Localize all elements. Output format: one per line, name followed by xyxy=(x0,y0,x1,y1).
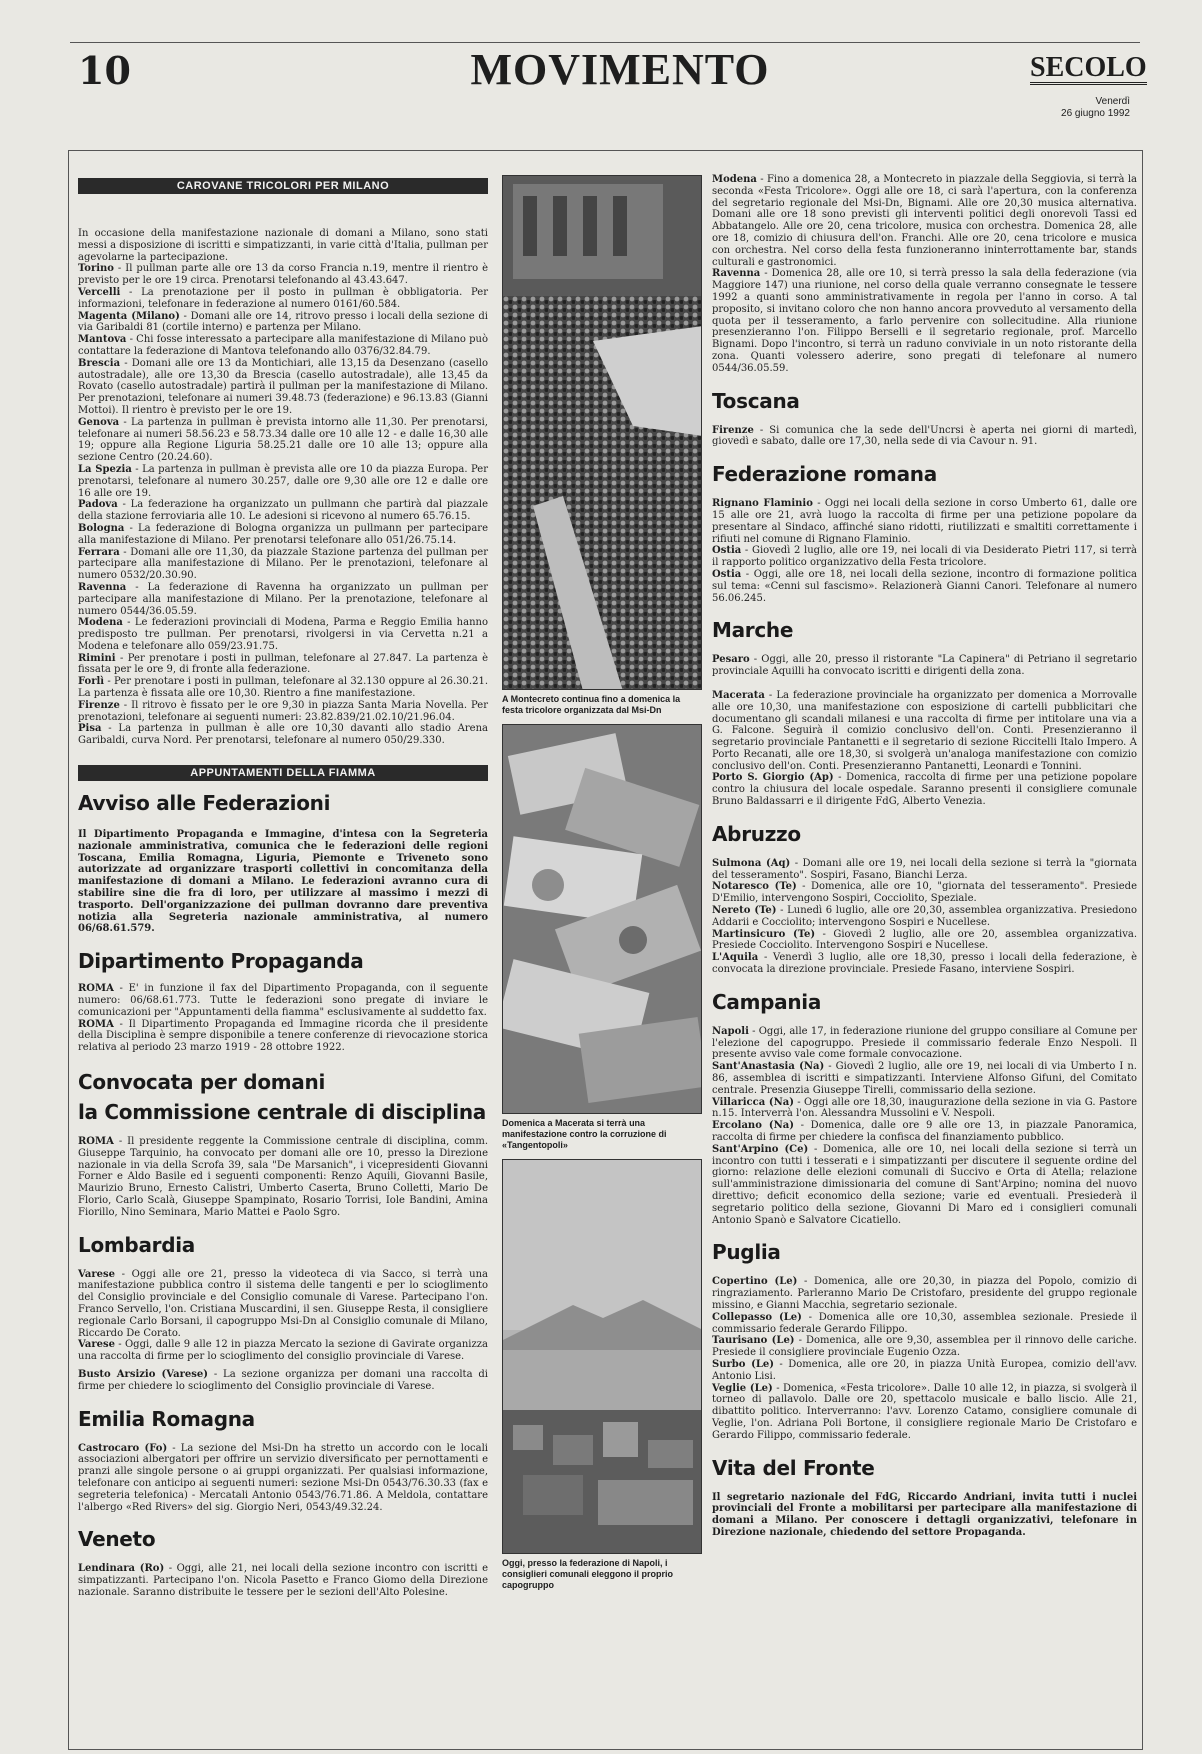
carovane-list xyxy=(78,263,488,747)
item-place: Vercelli xyxy=(78,286,121,298)
item-text: - Oggi nei locali della sezione in corso Umberto 61, dalle ore 15 alle ore 21, avrà luogo la raccolta di firme per una petizione popolare da presentare al Sindaco, affinché siano ridotti, riutilizzati e smaltiti correttamente i rifiuti nel comune di Rignano Flaminio. xyxy=(712,498,1137,545)
carovana-item xyxy=(78,287,488,311)
heading-dipartimento: Dipartimento Propaganda xyxy=(78,949,364,974)
heading-puglia: Puglia xyxy=(712,1240,781,1265)
item-place: Pesaro xyxy=(712,654,750,666)
heading-marche: Marche xyxy=(712,618,794,643)
lombardia-item xyxy=(78,1339,488,1363)
photo-crowd xyxy=(502,175,702,690)
item-place: Ostia xyxy=(712,568,742,580)
item-place: Napoli xyxy=(712,1025,749,1037)
abruzzo-item xyxy=(712,905,1137,929)
item-text: - Domenica, dalle ore 9 alle ore 13, in piazzale Panoramica, raccolta di firme per chiedere la confisca del finanziamento pubblico. xyxy=(712,1120,1137,1144)
item-text: - Il ritrovo è fissato per le ore 9,30 in piazza Santa Maria Novella. Per prenotazioni, telefonare ai seguenti numeri: 23.82.839/21.02.10/21.96.04. xyxy=(78,699,488,723)
vita-body: Il segretario nazionale del FdG, Riccardo Andriani, invita tutti i nuclei provinciali del Fronte a mobilitarsi per partecipare alla manifestazione di domani a Milano. Per conoscere i dettagli organizzativi, telefonare in Direzione nazionale, chiedendo del settore Propaganda. xyxy=(712,1491,1137,1538)
heading-convocata-2: la Commissione centrale di disciplina xyxy=(78,1100,486,1125)
crowd-image xyxy=(503,176,702,690)
dipartimento-item xyxy=(78,983,488,1018)
carovana-item xyxy=(78,582,488,617)
heading-avviso: Avviso alle Federazioni xyxy=(78,791,331,816)
ravenna-item xyxy=(712,268,1137,374)
carovana-item xyxy=(78,311,488,335)
item-place: Busto Arsizio (Varese) xyxy=(78,1368,208,1380)
item-text: - Giovedì 2 luglio, alle ore 20, assemblea organizzativa. Presiede Cocciolito. Intervengono Sospiri e Nucellese. xyxy=(712,928,1138,952)
item-text: - Domani alle ore 13 da Montichiari, alle 13,15 da Desenzano (casello autostradale), alle ore 13,30 da Brescia (casello autostradale), alle 13,45 da Rovato (casello autostradale) partirà il pullman per la manifestazione di Milano. Per prenotazioni, telefonare ai numeri 39.48.73 (federazione) e 96.13.83 (Gianni Mottoi). Il rientro è previsto per le ore 19. xyxy=(78,357,488,416)
romana-item xyxy=(712,545,1137,569)
item-text: - Il Dipartimento Propaganda ed Immagine ricorda che il presidente della Disciplina è sempre disponibile a tenere conferenze di rievocazione storica relativa al periodo 23 marzo 1919 - 28 ottobre 1922. xyxy=(78,1018,488,1054)
right-column xyxy=(712,174,1137,1539)
item-place: Sant'Anastasia (Na) xyxy=(712,1061,825,1073)
dateline-day: Venerdì xyxy=(1095,96,1130,107)
campania-item xyxy=(712,1120,1137,1144)
heading-abruzzo: Abruzzo xyxy=(712,821,801,846)
item-text: - Oggi, alle 20, presso il ristorante "La Capinera" di Petriano il segretario provinciale Aquilli ha convocato iscritti e dirigenti della zona. xyxy=(712,654,1137,678)
item-place: Modena xyxy=(712,174,757,185)
caption-napoli: Oggi, presso la federazione di Napoli, i consiglieri comunali eleggono il proprio capogruppo xyxy=(502,1558,674,1590)
item-place: Mantova xyxy=(78,334,127,346)
item-text: - Domenica, alle ore 10, "giornata del tesseramento". Presiede D'Emilio, intervengono Sospiri, Cocciolito, Speziale. xyxy=(712,881,1137,905)
item-text: - Domenica, «Festa tricolore». Dalle 10 alle 12, in piazza, si svolgerà il torneo di pallavolo. Dalle ore 20, spettacolo musicale e ballo liscio. Alle 21, dibattito politico. Interverranno: l'avv. Lorenzo Catamo, consigliere comunale di Veglie, l'on. Adriana Poli Bortone, il consigliere regionale Mario De Cristofaro e Gerardo Filippo, commissario federale. xyxy=(712,1382,1137,1441)
item-place: Pisa xyxy=(78,723,102,735)
item-place: Padova xyxy=(78,499,118,511)
section-bar-carovane: CAROVANE TRICOLORI PER MILANO xyxy=(78,178,488,194)
item-place: Brescia xyxy=(78,357,121,369)
item-place: Sulmona (Aq) xyxy=(712,857,791,869)
item-text: - La partenza in pullman è alle ore 10,30 davanti allo stadio Arena Garibaldi, curva Nord. Per prenotarsi, telefonare al numero 050/29.330. xyxy=(78,723,488,747)
item-text: - La partenza in pullman è prevista intorno alle 11,30. Per prenotarsi, telefonare ai numeri 58.56.23 e 58.73.34 dalle ore 10 alle 12 - e dalle 16,30 alle 19; oppure alla Regione Liguria 58.25.21 dalle ore 10 alle 13; oppure alla sezione Centro (20.24.60). xyxy=(78,416,488,464)
heading-veneto: Veneto xyxy=(78,1527,156,1552)
item-place: L'Aquila xyxy=(712,952,759,964)
item-place: Notaresco (Te) xyxy=(712,881,797,893)
item-text: - Oggi, alle 17, in federazione riunione del gruppo consiliare al Comune per l'elezione del capogruppo. Presiede il commissario federale Enzo Nespoli. Il presente avviso vale come formale convocazione. xyxy=(712,1025,1137,1061)
item-place: Martinsicuro (Te) xyxy=(712,928,816,940)
page-number: 10 xyxy=(78,48,131,93)
romana-item xyxy=(712,498,1137,545)
item-place: Bologna xyxy=(78,522,125,534)
naples-image xyxy=(503,1160,702,1554)
item-text: - Fino a domenica 28, a Montecreto in piazzale della Seggiovia, si terrà la seconda «Festa Tricolore». Oggi alle ore 18, ci sarà l'apertura, con la conferenza del segretario regionale del Msi-Dn, Bignami. Alle ore 20,30 musica alternativa. Domani alle ore 18 sono previsti gli interventi politici degli onorevoli Tassi ed Abbatangelo. Alle ore 20, cena tricolore, musica con orchestra. Domenica 28, alle ore 18, comizio di chiusura dell'on. Franchi. Alle ore 20, cena tricolore e musica con orchestra. Nel corso della festa funzioneranno ininterrottamente bar, stands culturali e gastronomici. xyxy=(712,174,1137,268)
item-place: Torino xyxy=(78,263,114,275)
puglia-item xyxy=(712,1359,1137,1383)
left-column xyxy=(78,175,488,1599)
carovana-item xyxy=(78,464,488,499)
item-text: - Domani alle ore 11,30, da piazzale Stazione partenza del pullman per partecipare alla manifestazione di Milano. Per le prenotazioni, telefonare al numero 0532/20.30.90. xyxy=(78,546,488,582)
item-place: Veglie (Le) xyxy=(712,1382,773,1394)
item-text: - La sezione organizza per domani una raccolta di firme per chiedere lo scioglimento del Consiglio provinciale di Varese. xyxy=(78,1368,488,1392)
carovana-item xyxy=(78,334,488,358)
puglia-item xyxy=(712,1276,1137,1311)
item-text: - La federazione ha organizzato un pullmann che partirà dal piazzale della stazione ferroviaria alle 10. Le adesioni si ricevono al numero 65.76.15. xyxy=(78,499,488,523)
puglia-item xyxy=(712,1335,1137,1359)
item-text: - Domani alle ore 19, nei locali della sezione si terrà la "giornata del tesseramento". Sospiri, Fasano, Bianchi Lerza. xyxy=(712,857,1137,881)
item-text: - Lunedì 6 luglio, alle ore 20,30, assemblea organizzativa. Presiedono Addarii e Cocciolito; intervengono Sospiri e Nucellese. xyxy=(712,905,1137,928)
abruzzo-item xyxy=(712,858,1137,882)
carovana-item xyxy=(78,499,488,523)
campania-item xyxy=(712,1061,1137,1096)
heading-emilia: Emilia Romagna xyxy=(78,1406,255,1431)
carovana-item xyxy=(78,700,488,724)
item-text: - Si comunica che la sede dell'Uncrsi è aperta nei giorni di martedì, giovedì e sabato, dalle ore 17,30, nella sede di via Cavour n. 91. xyxy=(712,424,1137,448)
item-place: Lendinara (Ro) xyxy=(78,1563,165,1575)
toscana-item xyxy=(712,425,1137,449)
item-text: - Domenica 28, alle ore 10, si terrà presso la sala della federazione (via Maggiore 147) una riunione, nel corso della quale verranno consegnate le tessere 1992 a quanti sono amministrativamente in regola per l'anno in corso. A tal proposito, si invitano coloro che non hanno ancora provveduto al versamento della quota per il tesseramento, a farlo pervenire con sollecitudine. Alla riunione presenzieranno l'on. Filippo Berselli e il segretario regionale, prof. Marcello Bignami. Dopo l'incontro, si terrà un raduno conviviale in un noto ristorante della zona. Quanti volessero aderire, sono pregati di telefonare al numero 0544/36.05.59. xyxy=(712,268,1137,374)
item-place: Rimini xyxy=(78,652,116,664)
item-text: - Domenica, alle ore 20,30, in piazza del Popolo, comizio di ringraziamento. Parleranno Mario De Cristofaro, presidente del gruppo regionale missino, e Gianni Macchia, segretario sezionale. xyxy=(712,1276,1138,1311)
carovana-item xyxy=(78,263,488,287)
item-place: Villaricca (Na) xyxy=(712,1096,794,1108)
puglia-item xyxy=(712,1383,1137,1442)
item-text: - Giovedì 2 luglio, alle ore 19, nei locali di via Umberto I n. 86, assemblea di iscritti e simpatizzanti. Interviene Alfonso Gifuni, del Comitato centrale. Presenzia Giuseppe Tirelli, commissario della sezione. xyxy=(712,1061,1137,1096)
caption-montecreto: A Montecreto continua fino a domenica la festa tricolore organizzata dal Msi-Dn xyxy=(502,694,681,715)
item-place: Varese xyxy=(78,1268,115,1280)
campania-item xyxy=(712,1144,1137,1227)
modena-item xyxy=(712,174,1137,268)
item-text: - Domenica alle ore 10,30, assemblea sezionale. Presiede il commissario federale Gerardo Filippo. xyxy=(712,1311,1137,1335)
photo-column xyxy=(502,175,702,1591)
item-place: Macerata xyxy=(712,689,765,701)
item-place: Sant'Arpino (Ce) xyxy=(712,1143,809,1155)
item-text: - Oggi alle ore 18,30, inaugurazione della sezione in via G. Pastore n.15. Interverrà l'on. Alessandra Mussolini e V. Nespoli. xyxy=(712,1096,1138,1120)
veneto-item xyxy=(78,1563,488,1598)
dipartimento-item xyxy=(78,1019,488,1054)
convocata-body xyxy=(78,1136,488,1219)
item-text: - Giovedì 2 luglio, alle ore 19, nei locali di via Desiderato Pietri 117, si terrà il rapporto politico organizzativo della Festa tricolore. xyxy=(712,545,1137,569)
section-bar-appuntamenti: APPUNTAMENTI DELLA FIAMMA xyxy=(78,765,488,781)
heading-lombardia: Lombardia xyxy=(78,1232,195,1257)
item-place: ROMA xyxy=(78,1018,114,1030)
marche-item xyxy=(712,772,1137,807)
item-text: - La federazione di Ravenna ha organizzato un pullman per partecipare alla manifestazione di Milano. Per la prenotazione, telefonare al numero 0544/36.05.59. xyxy=(78,581,488,617)
banknotes-image xyxy=(503,725,702,1114)
marche-item xyxy=(712,654,1137,678)
item-text: - Il presidente reggente la Commissione centrale di disciplina, comm. Giuseppe Tarquinio, ha convocato per domani alle ore 10, presso la Direzione nazionale in via della Scrofa 39, sala "De Marsanich", i vicepresidenti Giovanni Forner e Aldo Basile ed i seguenti componenti: Renzo Aquili, Giovanni Basile, Maurizio Bruno, Ernesto Calistri, Umberto Caserta, Bruno Colletti, Mario De Florio, Carlo Scalà, Giuseppe Spampinato, Rosario Torrisi, Iole Bandini, Amina Fiorillo, Nino Seminara, Mario Mattei e Paolo Sgro. xyxy=(78,1136,488,1218)
item-place: Ravenna xyxy=(78,581,127,593)
abruzzo-item xyxy=(712,952,1137,976)
item-place: Ostia xyxy=(712,545,742,557)
carovana-item xyxy=(78,653,488,677)
item-text: - Oggi alle ore 21, presso la videoteca di via Sacco, si terrà una manifestazione pubblica contro il sistema delle tangenti e per lo scioglimento del Consiglio provinciale e del Consiglio comunale di Varese. Partecipano l'on. Franco Servello, l'on. Cristiana Muscardini, il sen. Giuseppe Resta, il consigliere regionale Carlo Borsani, il capogruppo Msi-Dn al Consiglio comunale di Milano, Riccardo De Corato. xyxy=(78,1268,488,1339)
heading-campania: Campania xyxy=(712,989,822,1014)
carovana-item xyxy=(78,617,488,652)
section-title: MOVIMENTO xyxy=(470,45,770,94)
carovana-item xyxy=(78,358,488,417)
romana-item xyxy=(712,569,1137,604)
item-text: - Il pullman parte alle ore 13 da corso Francia n.19, mentre il rientro è previsto per le ore 19 circa. Prenotarsi telefonando al 43.43.647. xyxy=(78,263,488,287)
item-text: - La prenotazione per il posto in pullman è obbligatoria. Per informazioni, telefonare in federazione al numero 0161/60.584. xyxy=(78,286,488,310)
photo-banknotes xyxy=(502,724,702,1114)
heading-toscana: Toscana xyxy=(712,388,800,413)
dateline xyxy=(1030,96,1130,120)
item-place: Varese xyxy=(78,1339,115,1351)
item-place: Collepasso (Le) xyxy=(712,1311,802,1323)
item-place: Ercolano (Na) xyxy=(712,1120,794,1132)
item-text: - Oggi, alle 21, nei locali della sezione incontro con iscritti e simpatizzanti. Partecipano l'on. Nicola Pasetto e Franco Giomo della Direzione nazionale. Saranno distribuite le tessere per le sezioni dell'Alto Polesine. xyxy=(78,1563,488,1598)
item-text: - Chi fosse interessato a partecipare alla manifestazione di Milano può contattare la federazione di Mantova telefonando allo 0376/32.84.79. xyxy=(78,334,488,357)
dateline-date: 26 giugno 1992 xyxy=(1061,108,1130,119)
item-text: - Per prenotare i posti in pullman, telefonare al 27.847. La partenza è fissata per le ore 9, di fronte alla federazione. xyxy=(78,652,488,676)
puglia-item xyxy=(712,1312,1137,1336)
item-text: - Venerdì 3 luglio, alle ore 18,30, presso i locali della federazione, è convocata la direzione provinciale. Presiede Fasano, interviene Sospiri. xyxy=(712,952,1137,976)
carovana-item xyxy=(78,676,488,700)
item-place: Rignano Flaminio xyxy=(712,498,813,510)
item-text: - La sezione del Msi-Dn ha stretto un accordo con le locali associazioni albergatori per offrire un servizio diversificato per pernottamenti e pranzi alle singole persone o ai gruppi organizzati. Per qualsiasi informazione, telefonare con anticipo ai seguenti numeri: sezione Msi-Dn 0543/76.30.33 (fax e segreteria telefonica) - Mercatali Antonio 0543/76.71.86. A Meldola, contattare l'albergo «Red Rivers» del sig. Giorgio Neri, 0543/49.32.24. xyxy=(78,1442,488,1513)
item-place: Castrocaro (Fo) xyxy=(78,1442,168,1454)
item-text: - E' in funzione il fax del Dipartimento Propaganda, con il seguente numero: 06/68.61.773. Tutte le federazioni sono pregate di inviare le comunicazioni per "Appuntamenti della fiamma" esclusivamente al suddetto fax. xyxy=(78,983,488,1018)
item-place: Firenze xyxy=(78,699,120,711)
heading-federazione-romana: Federazione romana xyxy=(712,462,937,487)
masthead-logo: SECOLO xyxy=(1030,52,1147,83)
item-place: Copertino (Le) xyxy=(712,1276,798,1288)
item-text: - Le federazioni provinciali di Modena, Parma e Reggio Emilia hanno predisposto tre pullman. Per prenotarsi, rivolgersi in via Cervetta n.21 a Modena e telefonare allo 059/23.91.75. xyxy=(78,617,488,652)
item-place: Forlì xyxy=(78,676,105,688)
abruzzo-item xyxy=(712,881,1137,905)
carovane-intro: In occasione della manifestazione nazionale di domani a Milano, sono stati messi a disposizione di iscritti e simpatizzanti, in varie città d'Italia, pullman per agevolarne la partecipazione. xyxy=(78,228,488,263)
item-place: Firenze xyxy=(712,424,754,436)
caption-macerata: Domenica a Macerata si terrà una manifestazione contro la corruzione di «Tangentopoli» xyxy=(502,1118,667,1150)
item-text: - Domenica, alle ore 10, nei locali della sezione si terrà un incontro con tutti i tesserati e i simpatizzanti per discutere il seguente ordine del giorno: relazione delle elezioni comunali di Succivo e Orta di Atella; relazione sull'amministrazione dimissionaria del comune di Sant'Arpino; nomina del nuovo direttivo; deficit economico della sezione; varie ed eventuali. Presiederà il segretario politico della sezione, Giovanni Di Maro ed i consiglieri comunali Antonio Spanò e Salvatore Cicatiello. xyxy=(712,1143,1138,1226)
abruzzo-item xyxy=(712,929,1137,953)
marche-item xyxy=(712,690,1137,773)
header-rule xyxy=(70,42,1140,43)
item-text: - Domani alle ore 14, ritrovo presso i locali della sezione di via Garibaldi 81 (cortile interno) e partenza per Milano. xyxy=(78,310,488,334)
item-place: Nereto (Te) xyxy=(712,905,777,917)
lombardia-item xyxy=(78,1269,488,1340)
carovana-item xyxy=(78,723,488,747)
campania-item xyxy=(712,1026,1137,1061)
item-text: - La partenza in pullman è prevista alle ore 10 da piazza Europa. Per prenotarsi, telefonare al numero 30.257, dalle ore 9,30 alle ore 12 e dalle ore 16 alle ore 19. xyxy=(78,463,488,499)
emilia-item xyxy=(78,1443,488,1514)
item-place: La Spezia xyxy=(78,463,132,475)
item-place: Magenta (Milano) xyxy=(78,310,180,322)
avviso-body: Il Dipartimento Propaganda e Immagine, d'intesa con la Segreteria nazionale amministrativa, comunica che le federazioni delle regioni Toscana, Emilia Romagna, Liguria, Piemonte e Triveneto sono autorizzate ad organizzare trasporti collettivi in concomitanza della manifestazione di domani a Milano. Le federazioni avranno cura di stabilire sine die fra di loro, per utilizzare al massimo i mezzi di trasporto. Dell'organizzazione dei pullman dovranno dare preventiva notizia alla Segreteria nazionale amministrativa, al numero 06/68.61.579. xyxy=(78,829,488,935)
carovana-item xyxy=(78,523,488,547)
item-place: Taurisano (Le) xyxy=(712,1335,795,1347)
item-place: Ravenna xyxy=(712,268,761,280)
heading-vita-del-fronte: Vita del Fronte xyxy=(712,1455,875,1480)
photo-naples xyxy=(502,1159,702,1554)
campania-item xyxy=(712,1097,1137,1121)
item-text: - Domenica, alle ore 9,30, assemblea per il rinnovo delle cariche. Presiede il consigliere provinciale Eugenio Ozza. xyxy=(712,1335,1137,1359)
item-place: Porto S. Giorgio (Ap) xyxy=(712,772,834,784)
item-place: Modena xyxy=(78,617,123,629)
item-text: - Domenica, raccolta di firme per una petizione popolare contro la chiusura del locale ospedale. Saranno presenti il consigliere comunale Bruno Baldassarri e il dirigente FdG, Alberto Venezia. xyxy=(712,772,1137,808)
lombardia-item xyxy=(78,1369,488,1393)
carovana-item xyxy=(78,547,488,582)
item-text: - La federazione provinciale ha organizzato per domenica a Morrovalle alle ore 10,30, una manifestazione con esposizione di cartelli pubblicitari che documentano gli scandali milanesi e una raccolta di firme per intitolare una via a G. Falcone. Seguirà il comizio conclusivo dell'on. Conti. Presenzieranno il segretario provinciale Pantanetti e il segretario di sezione Riccitelli Italo Impero. A Porto Recanati, alle ore 18,30, si svolgerà un'analoga manifestazione con comizio conclusivo dell'on. Conti. Presenzieranno Pantanetti, Leonardi e Tonnini. xyxy=(712,689,1137,772)
item-text: - Domenica, alle ore 20, in piazza Unità Europea, comizio dell'avv. Antonio Lisi. xyxy=(712,1358,1137,1382)
item-text: - Per prenotare i posti in pullman, telefonare al 32.130 oppure al 26.30.21. La partenza è fissata alle ore 10,30. Rientro a fine manifestazione. xyxy=(78,676,488,700)
item-text: - Oggi, dalle 9 alle 12 in piazza Mercato la sezione di Gavirate organizza una raccolta di firme per lo scioglimento del consiglio provinciale di Varese. xyxy=(78,1339,488,1363)
item-place: ROMA xyxy=(78,1136,114,1148)
item-place: Ferrara xyxy=(78,546,120,558)
item-text: - La federazione di Bologna organizza un pullmann per partecipare alla manifestazione di Milano. Per prenotarsi telefonare allo 051/26.75.14. xyxy=(78,522,488,546)
item-place: ROMA xyxy=(78,983,114,995)
item-place: Surbo (Le) xyxy=(712,1358,775,1370)
item-text: - Oggi, alle ore 18, nei locali della sezione, incontro di formazione politica sul tema: «Cenni sul fascismo». Relazionerà Gianni Canori. Telefonare al numero 56.06.245. xyxy=(712,568,1137,604)
carovana-item xyxy=(78,417,488,464)
heading-convocata-1: Convocata per domani xyxy=(78,1070,325,1095)
item-place: Genova xyxy=(78,416,120,428)
